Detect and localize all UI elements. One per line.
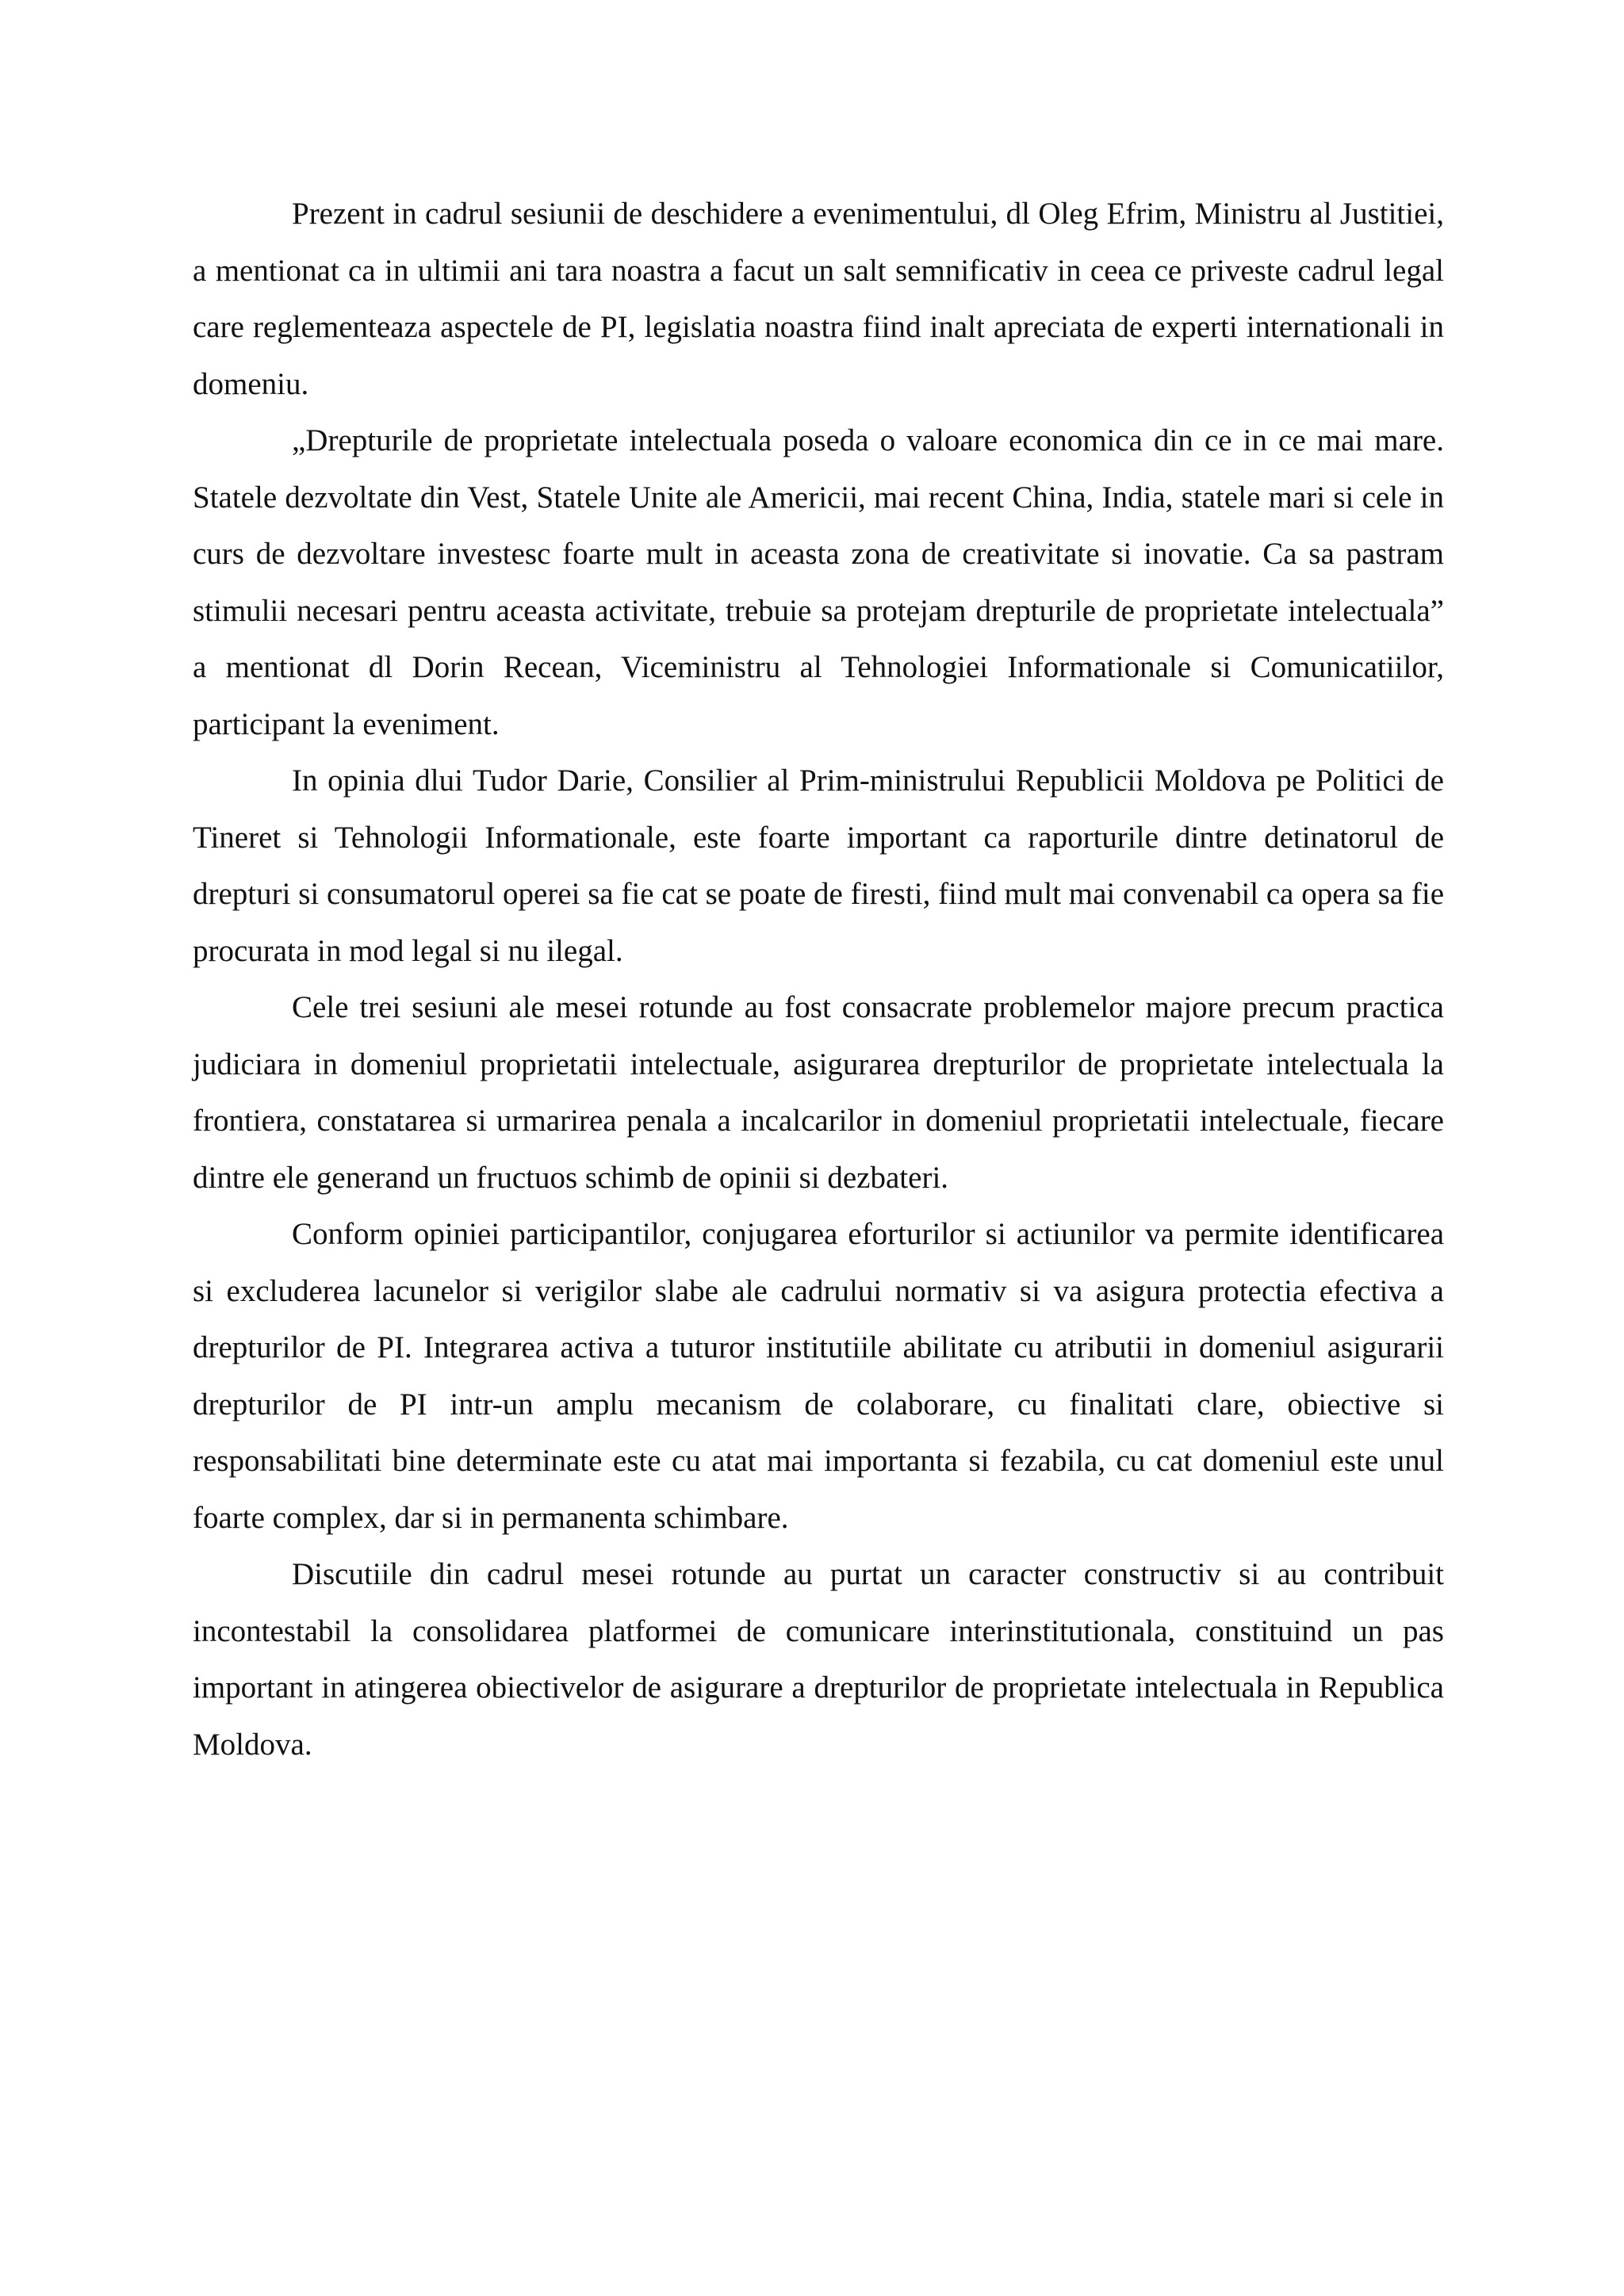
- paragraph-round-table-sessions: Cele trei sesiuni ale mesei rotunde au fost consacrate problemelor majore precum practica judiciara in domeniul proprietatii intelectuale, asigurarea drepturilor de proprietate intelectuala la frontiera, constatarea si urmarirea penala a incalcarilor in domeniul proprietatii intelectuale, fiecare dintre ele generand un fructuos schimb de opinii si dezbateri.: [193, 990, 1444, 1195]
- paragraph-ip-rights-quote: „Drepturile de proprietate intelectuala poseda o valoare economica din ce in ce mai mare. Statele dezvoltate din Vest, Statele Unite ale Americii, mai recent China, India, statele mari si cele in curs de dezvoltare investesc foarte mult in aceasta zona de creativitate si inovatie. Ca sa pastram stimulii necesari pentru aceasta activitate, trebuie sa protejam drepturile de proprietate intelectuala” a mentionat dl Dorin Recean, Viceministru al Tehnologiei Informationale si Comunicatiilor, participant la eveniment.: [193, 423, 1444, 741]
- paragraph-conclusion: Discutiile din cadrul mesei rotunde au purtat un caracter constructiv si au contribuit incontestabil la consolidarea platformei de comunicare interinstitutionala, constituind un pas important in atingerea obiectivelor de asigurare a drepturilor de proprietate intelectuala in Republica Moldova.: [193, 1557, 1444, 1762]
- paragraph-participants-opinion: Conform opiniei participantilor, conjugarea eforturilor si actiunilor va permite identificarea si excluderea lacunelor si verigilor slabe ale cadrului normativ si va asigura protectia efectiva a drepturilor de PI. Integrarea activa a tuturor institutiile abilitate cu atributii in domeniul asigurarii drepturilor de PI intr-un amplu mecanism de colaborare, cu finalitati clare, obiective si responsabilitati bine determinate este cu atat mai importanta si fezabila, cu cat domeniul este unul foarte complex, dar si in permanenta schimbare.: [193, 1217, 1444, 1535]
- article-body: [193, 186, 1444, 1773]
- paragraph-tudor-darie-opinion: In opinia dlui Tudor Darie, Consilier al Prim-ministrului Republicii Moldova pe Politici de Tineret si Tehnologii Informationale, este foarte important ca raporturile dintre detinatorul de drepturi si consumatorul operei sa fie cat se poate de firesti, fiind mult mai convenabil ca opera sa fie procurata in mod legal si nu ilegal.: [193, 763, 1444, 968]
- paragraph-ministry-of-justice: Prezent in cadrul sesiunii de deschidere a evenimentului, dl Oleg Efrim, Ministru al Justitiei, a mentionat ca in ultimii ani tara noastra a facut un salt semnificativ in ceea ce priveste cadrul legal care reglementeaza aspectele de PI, legislatia noastra fiind inalt apreciata de experti internationali in domeniu.: [193, 197, 1444, 401]
